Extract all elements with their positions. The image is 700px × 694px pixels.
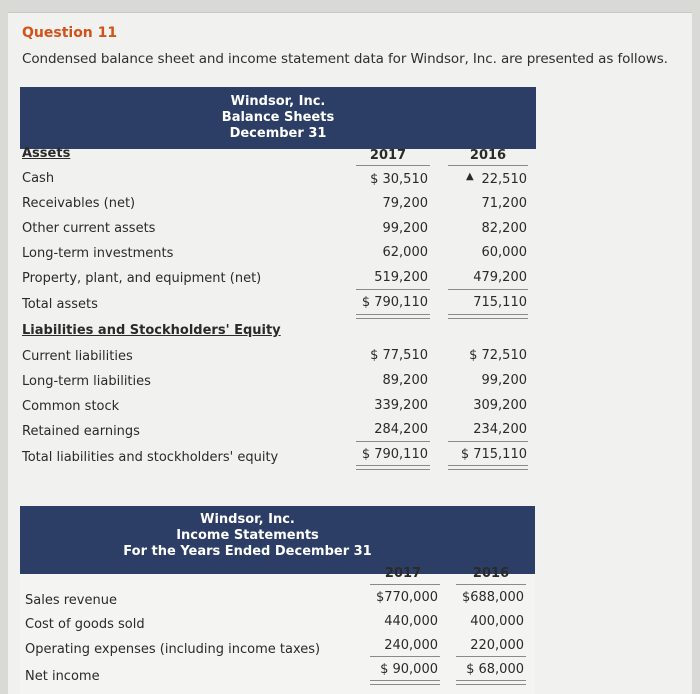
value-2016: $ 715,110: [460, 447, 527, 462]
row-label: Sales revenue: [25, 593, 117, 608]
value-2016: $ 68,000: [466, 662, 524, 677]
divider: [370, 584, 440, 585]
value-2016: 479,200: [473, 270, 527, 285]
row-label: Current liabilities: [22, 349, 133, 364]
row-label: Long-term investments: [22, 246, 174, 261]
value-2016: 220,000: [470, 638, 524, 653]
row-label: Total assets: [22, 297, 98, 312]
subtotal-rule: [370, 656, 440, 657]
subtotal-rule: [356, 289, 430, 290]
value-2016: $ 72,510: [469, 348, 527, 363]
value-2017: $ 30,510: [370, 172, 428, 187]
statement-title: Balance Sheets: [221, 110, 335, 125]
row-label: Net income: [25, 669, 100, 684]
value-2016: 22,510: [481, 172, 527, 187]
value-2017: 62,000: [382, 245, 428, 260]
value-2016: 715,110: [473, 295, 527, 310]
subtotal-rule: [448, 441, 528, 442]
question-page: [8, 12, 692, 694]
liabilities-heading: Liabilities and Stockholders' Equity: [22, 323, 281, 338]
value-2017: 440,000: [384, 614, 438, 629]
value-2017: 79,200: [382, 196, 428, 211]
value-2017: 99,200: [382, 221, 428, 236]
col-2016-heading: 2016: [472, 566, 510, 581]
value-2017: $770,000: [375, 590, 438, 605]
cursor-arrow-icon: ▲: [466, 171, 474, 182]
value-2016: 60,000: [481, 245, 527, 260]
total-double-rule: [370, 680, 440, 685]
row-label: Total liabilities and stockholders' equity: [22, 450, 279, 465]
statement-title: Income Statements: [176, 528, 319, 543]
row-label: Cost of goods sold: [25, 617, 145, 632]
value-2016: 71,200: [481, 196, 527, 211]
value-2016: 82,200: [481, 221, 527, 236]
value-2017: 284,200: [374, 422, 428, 437]
value-2017: $ 90,000: [380, 662, 438, 677]
subtotal-rule: [448, 289, 528, 290]
statement-period: For the Years Ended December 31: [123, 544, 372, 559]
total-double-rule: [456, 680, 526, 685]
balance-sheet-header: [20, 87, 536, 149]
question-title: Question 11: [22, 25, 118, 41]
value-2016: 99,200: [481, 373, 527, 388]
row-label: Common stock: [22, 399, 120, 414]
row-label: Receivables (net): [22, 196, 136, 211]
total-double-rule: [448, 465, 528, 470]
value-2017: $ 790,110: [361, 295, 428, 310]
col-2016-heading: 2016: [469, 148, 507, 163]
value-2017: 339,200: [374, 398, 428, 413]
row-label: Long-term liabilities: [22, 374, 151, 389]
question-text: Condensed balance sheet and income statement data for Windsor, Inc. are presented as follows.: [22, 51, 668, 67]
divider: [448, 165, 528, 166]
total-double-rule: [356, 465, 430, 470]
value-2017: 519,200: [374, 270, 428, 285]
row-label: Operating expenses (including income taxes): [25, 642, 321, 657]
total-double-rule: [448, 314, 528, 319]
value-2016: 400,000: [470, 614, 524, 629]
row-label: Property, plant, and equipment (net): [22, 271, 262, 286]
value-2016: 234,200: [473, 422, 527, 437]
subtotal-rule: [456, 656, 526, 657]
value-2017: 89,200: [382, 373, 428, 388]
statement-date: December 31: [229, 126, 327, 141]
value-2017: $ 77,510: [370, 348, 428, 363]
divider: [456, 584, 526, 585]
row-label: Cash: [22, 171, 55, 186]
row-label: Retained earnings: [22, 424, 140, 439]
company-name: Windsor, Inc.: [230, 94, 326, 109]
col-2017-heading: 2017: [384, 566, 422, 581]
row-label: Other current assets: [22, 221, 156, 236]
value-2016: 309,200: [473, 398, 527, 413]
assets-heading: Assets: [22, 146, 71, 161]
col-2017-heading: 2017: [369, 148, 407, 163]
divider: [356, 165, 430, 166]
value-2017: $ 790,110: [361, 447, 428, 462]
subtotal-rule: [356, 441, 430, 442]
company-name: Windsor, Inc.: [200, 512, 295, 527]
value-2016: $688,000: [461, 590, 524, 605]
total-double-rule: [356, 314, 430, 319]
income-statement-header: [20, 506, 535, 574]
value-2017: 240,000: [384, 638, 438, 653]
